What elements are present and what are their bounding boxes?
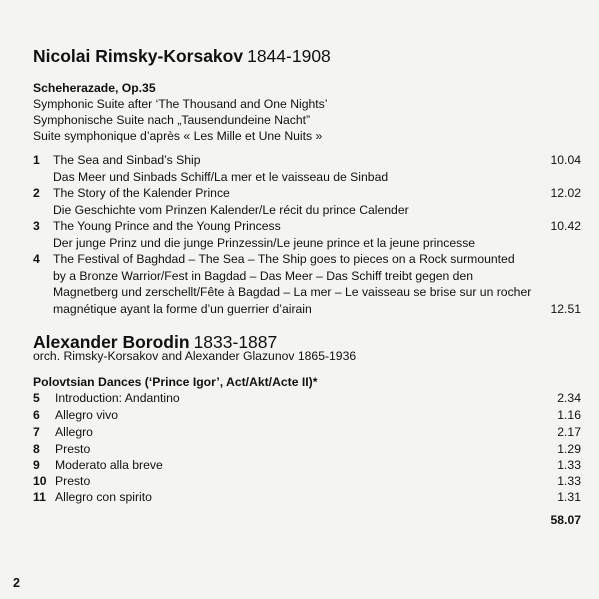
track-row bbox=[33, 390, 581, 407]
track-translation: Das Meer und Sinbads Schiff/La mer et le vaisseau de Sinbad bbox=[53, 169, 389, 184]
track-duration: 1.29 bbox=[557, 442, 581, 456]
track-translation: Die Geschichte vom Prinzen Kalender/Le récit du prince Calender bbox=[53, 202, 409, 217]
track-row bbox=[33, 489, 581, 506]
track-translation: Der junge Prinz und die junge Prinzessin/Le jeune prince et la jeune princesse bbox=[53, 235, 476, 250]
work-subtitle-de: Symphonische Suite nach „Tausendundeine Nacht” bbox=[33, 113, 311, 127]
composer-dates: 1833-1887 bbox=[193, 332, 278, 352]
track-title: Moderato alla breve bbox=[55, 458, 163, 472]
track-duration: 2.17 bbox=[557, 425, 581, 439]
composer-heading-rimsky bbox=[33, 46, 331, 66]
track-number: 6 bbox=[33, 408, 40, 422]
track-title: Presto bbox=[55, 442, 91, 456]
track-translation-continued: magnétique ayant la forme d’un guerrier d’airain bbox=[53, 301, 312, 316]
composer-name: Alexander Borodin bbox=[33, 332, 190, 352]
work-title: Scheherazade, Op.35 bbox=[33, 81, 156, 95]
track-number: 2 bbox=[33, 186, 40, 200]
track-title: Introduction: Andantino bbox=[55, 391, 180, 405]
track-number: 7 bbox=[33, 425, 40, 439]
orchestration-note: orch. Rimsky-Korsakov and Alexander Glazunov 1865-1936 bbox=[33, 349, 357, 363]
track-duration: 1.16 bbox=[557, 408, 581, 422]
track-title: Allegro bbox=[55, 425, 93, 439]
track-row bbox=[33, 185, 581, 218]
track-row bbox=[33, 152, 581, 185]
work-subtitle-en: Symphonic Suite after ‘The Thousand and One Nights’ bbox=[33, 97, 328, 111]
track-title: The Story of the Kalender Prince bbox=[53, 186, 230, 200]
track-title: The Sea and Sinbad’s Ship bbox=[53, 153, 201, 167]
track-duration: 12.02 bbox=[550, 186, 581, 200]
track-number: 4 bbox=[33, 252, 40, 266]
track-title: The Young Prince and the Young Princess bbox=[53, 219, 281, 233]
track-number: 8 bbox=[33, 442, 40, 456]
work-title: Polovtsian Dances (‘Prince Igor’, Act/Akt/Acte II)* bbox=[33, 375, 318, 389]
track-row bbox=[33, 457, 581, 474]
track-duration: 1.31 bbox=[557, 490, 581, 504]
track-duration: 10.04 bbox=[550, 153, 581, 167]
composer-dates: 1844-1908 bbox=[247, 46, 331, 66]
track-row bbox=[33, 407, 581, 424]
composer-name: Nicolai Rimsky-Korsakov bbox=[33, 46, 244, 66]
track-duration: 10.42 bbox=[550, 219, 581, 233]
page-number: 2 bbox=[13, 576, 20, 590]
track-title: The Festival of Baghdad – The Sea – The Ship goes to pieces on a Rock surmounted bbox=[53, 252, 515, 266]
track-duration: 2.34 bbox=[557, 391, 581, 405]
track-row bbox=[33, 251, 581, 317]
track-duration: 12.51 bbox=[550, 301, 581, 316]
track-translation: Magnetberg und zerschellt/Fête à Bagdad – La mer – Le vaisseau se brise sur un rocher bbox=[53, 285, 532, 300]
track-title: Presto bbox=[55, 474, 91, 488]
track-number: 3 bbox=[33, 219, 40, 233]
track-number: 9 bbox=[33, 458, 40, 472]
track-duration: 1.33 bbox=[557, 458, 581, 472]
track-title: Allegro vivo bbox=[55, 408, 118, 422]
track-row bbox=[33, 441, 581, 458]
track-number: 10 bbox=[33, 474, 47, 488]
track-number: 5 bbox=[33, 391, 40, 405]
track-title: Allegro con spirito bbox=[55, 490, 152, 504]
track-row bbox=[33, 473, 581, 490]
track-row bbox=[33, 424, 581, 441]
track-row bbox=[33, 218, 581, 251]
work-subtitle-fr: Suite symphonique d’après « Les Mille et Une Nuits » bbox=[33, 129, 323, 143]
total-duration: 58.07 bbox=[550, 513, 581, 527]
track-number: 11 bbox=[33, 490, 46, 504]
track-number: 1 bbox=[33, 153, 40, 167]
track-title-continued: by a Bronze Warrior/Fest in Bagdad – Das Meer – Das Schiff treibt gegen den bbox=[53, 268, 474, 283]
track-duration: 1.33 bbox=[557, 474, 581, 488]
